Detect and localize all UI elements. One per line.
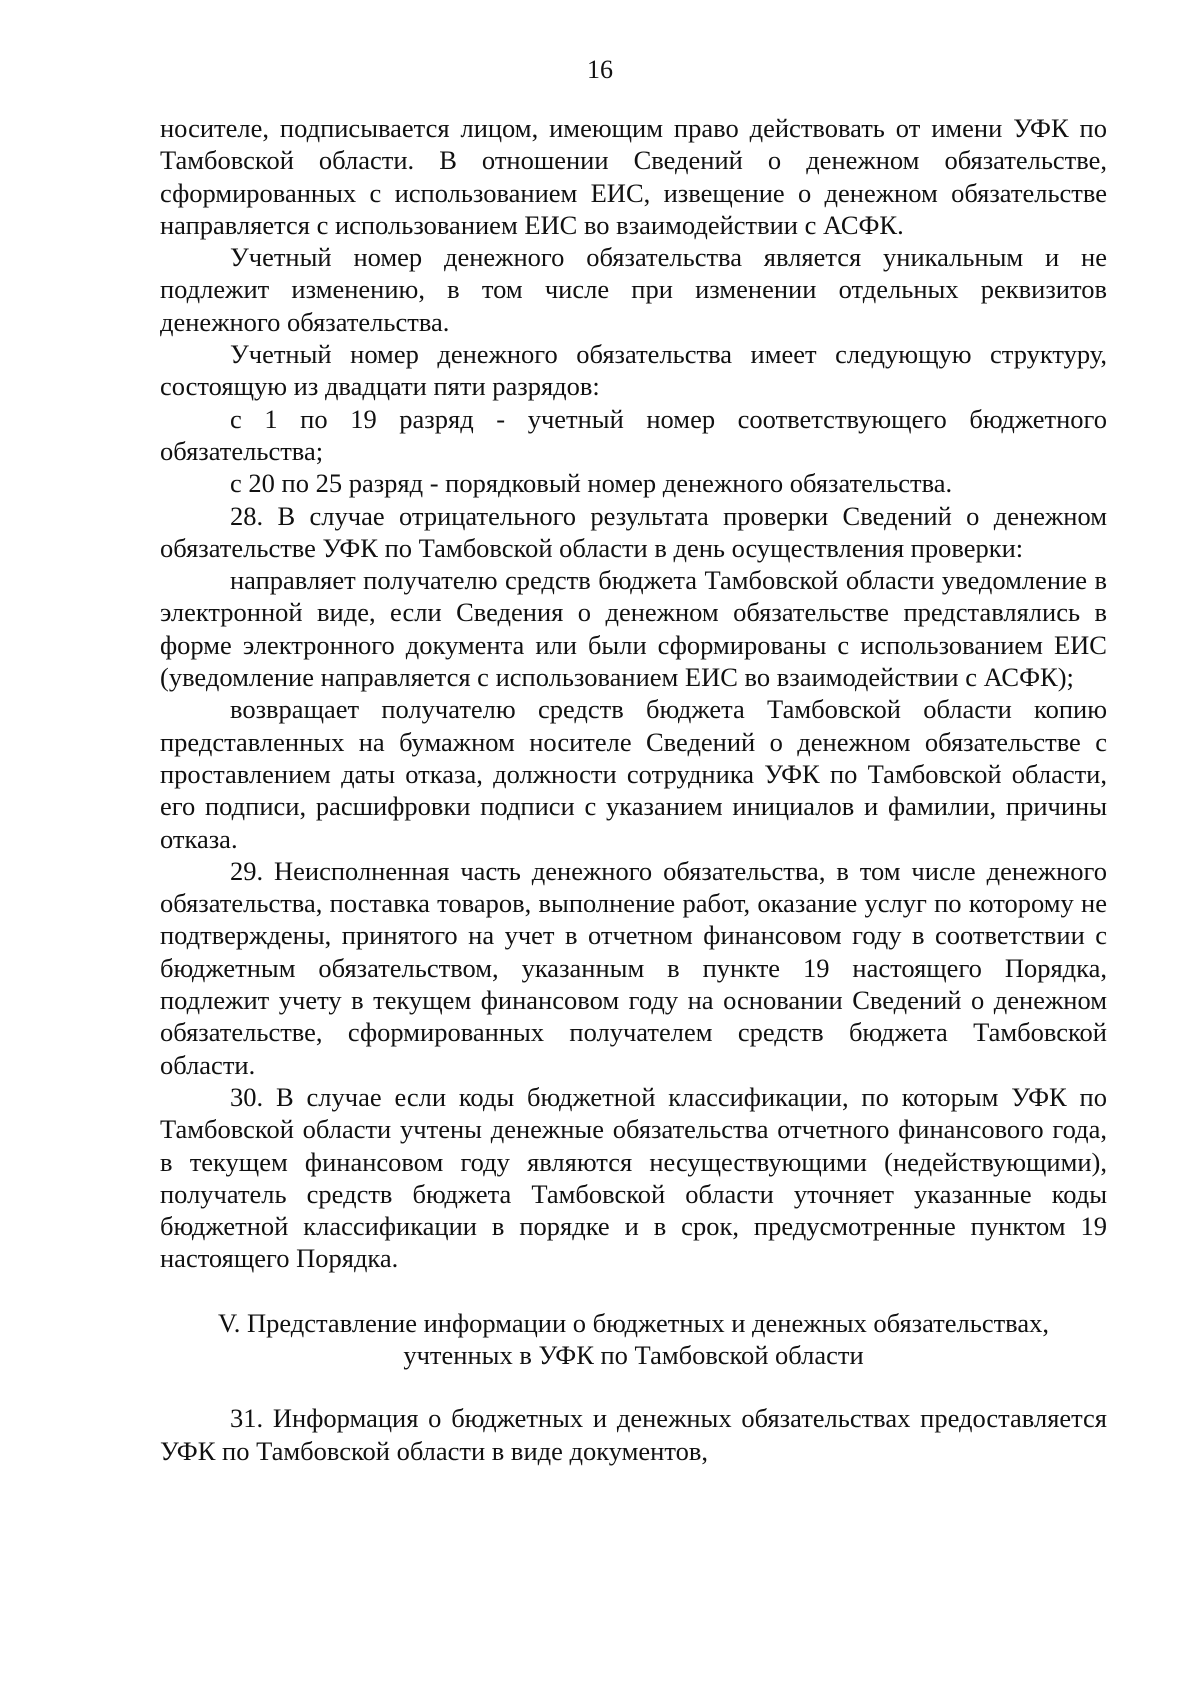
- paragraph-item-30: 30. В случае если коды бюджетной классификации, по которым УФК по Тамбовской области учтены денежные обязательства отчетного финансового года, в текущем финансовом году являются несуществующими (недействующими), получатель средств бюджета Тамбовской области уточняет указанные коды бюджетной классификации в порядке и в срок, предусмотренные пунктом 19 настоящего Порядка.: [160, 1081, 1107, 1274]
- paragraph-item-29: 29. Неисполненная часть денежного обязательства, в том числе денежного обязательства, поставка товаров, выполнение работ, оказание услуг по которому не подтверждены, принятого на учет в отчетном финансовом году в соответствии с бюджетным обязательством, указанным в пункте 19 настоящего Порядка, подлежит учету в текущем финансовом году на основании Сведений о денежном обязательстве, сформированных получателем средств бюджета Тамбовской области.: [160, 855, 1107, 1080]
- paragraph-item-28: 28. В случае отрицательного результата проверки Сведений о денежном обязательстве УФК по Тамбовской области в день осуществления проверки:: [160, 500, 1107, 563]
- paragraph-digits-1-19: с 1 по 19 разряд - учетный номер соответствующего бюджетного обязательства;: [160, 403, 1107, 466]
- paragraph-sends-notification: направляет получателю средств бюджета Тамбовской области уведомление в электронной виде, если Сведения о денежном обязательстве представлялись в форме электронного документа или были сформированы с использованием ЕИС (уведомление направляется с использованием ЕИС во взаимодействии с АСФК);: [160, 565, 1107, 693]
- page-number: 16: [587, 55, 613, 84]
- document-body: [160, 112, 1107, 1467]
- paragraph-returns-copy: возвращает получателю средств бюджета Тамбовской области копию представленных на бумажном носителе Сведений о денежном обязательстве с проставлением даты отказа, должности сотрудника УФК по Тамбовской области, его подписи, расшифровки подписи с указанием инициалов и фамилии, причины отказа.: [160, 694, 1107, 854]
- section-heading-line-1: V. Представление информации о бюджетных и денежных обязательствах,: [218, 1307, 1049, 1338]
- paragraph-account-number-unique: Учетный номер денежного обязательства является уникальным и не подлежит изменению, в том числе при изменении отдельных реквизитов денежного обязательства.: [160, 242, 1107, 337]
- paragraph-item-31: 31. Информация о бюджетных и денежных обязательствах предоставляется УФК по Тамбовской области в виде документов,: [160, 1403, 1107, 1466]
- paragraph-account-number-structure: Учетный номер денежного обязательства имеет следующую структуру, состоящую из двадцати пяти разрядов:: [160, 339, 1107, 402]
- paragraph-digits-20-25: с 20 по 25 разряд - порядковый номер денежного обязательства.: [230, 468, 953, 499]
- paragraph-continuation: носителе, подписывается лицом, имеющим право действовать от имени УФК по Тамбовской области. В отношении Сведений о денежном обязательстве, сформированных с использованием ЕИС, извещение о денежном обязательстве направляется с использованием ЕИС во взаимодействии с АСФК.: [160, 113, 1107, 240]
- section-heading-line-2: учтенных в УФК по Тамбовской области: [403, 1339, 864, 1370]
- section-heading: [160, 1307, 1107, 1372]
